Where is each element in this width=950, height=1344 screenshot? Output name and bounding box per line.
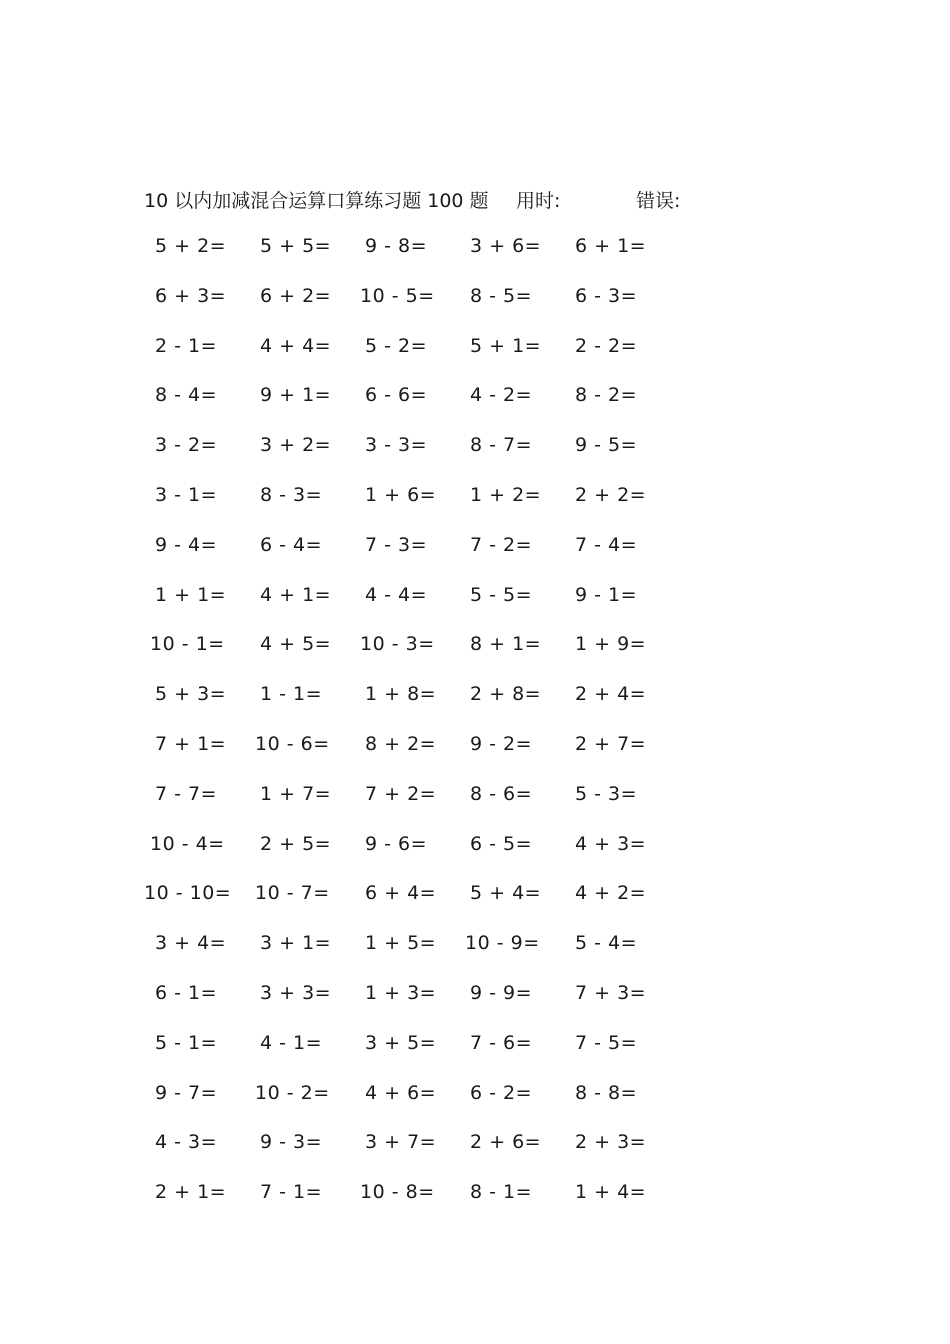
problem-cell: 3 - 3=	[365, 434, 428, 457]
problem-cell: 2 + 1=	[155, 1181, 227, 1204]
problem-cell: 6 - 3=	[575, 284, 638, 307]
problem-cell: 8 - 4=	[155, 384, 218, 407]
problem-row	[140, 1131, 700, 1181]
problem-row	[140, 534, 700, 584]
problem-cell: 8 - 5=	[470, 284, 533, 307]
problem-row	[140, 384, 700, 434]
problem-cell: 1 + 8=	[365, 683, 437, 706]
problem-cell: 1 + 2=	[470, 483, 542, 506]
problem-cell: 5 + 2=	[155, 235, 227, 257]
problem-cell: 8 - 2=	[575, 384, 638, 407]
problem-cell: 6 + 3=	[155, 284, 227, 307]
problem-cell: 4 + 6=	[365, 1081, 437, 1104]
problem-grid	[140, 235, 700, 1231]
problem-row	[140, 783, 700, 833]
worksheet-title: 10 以内加减混合运算口算练习题 100 题	[144, 190, 489, 212]
problem-cell: 7 - 5=	[575, 1031, 638, 1054]
problem-cell: 10 - 7=	[255, 882, 330, 905]
problem-cell: 6 - 6=	[365, 384, 428, 407]
problem-row	[140, 882, 700, 932]
time-label: 用时:	[516, 190, 561, 212]
problem-cell: 3 - 1=	[155, 483, 218, 506]
errors-label: 错误:	[636, 190, 681, 212]
problem-cell: 8 + 2=	[365, 732, 437, 755]
problem-cell: 2 + 5=	[260, 832, 332, 855]
problem-cell: 1 + 9=	[575, 633, 647, 656]
problem-cell: 8 - 6=	[470, 782, 533, 805]
problem-cell: 10 - 3=	[360, 633, 435, 656]
problem-row	[140, 982, 700, 1032]
problem-cell: 5 + 1=	[470, 334, 542, 357]
problem-cell: 9 - 7=	[155, 1081, 218, 1104]
problem-cell: 4 + 1=	[260, 583, 332, 606]
problem-cell: 1 + 3=	[365, 981, 437, 1004]
problem-cell: 10 - 8=	[360, 1181, 435, 1204]
problem-cell: 7 + 2=	[365, 782, 437, 805]
problem-cell: 4 + 3=	[575, 832, 647, 855]
problem-cell: 6 + 2=	[260, 284, 332, 307]
problem-row	[140, 1181, 700, 1231]
problem-row	[140, 932, 700, 982]
problem-cell: 7 - 4=	[575, 533, 638, 556]
problem-cell: 9 - 1=	[575, 583, 638, 606]
problem-cell: 5 + 4=	[470, 882, 542, 905]
problem-cell: 2 + 6=	[470, 1131, 542, 1154]
problem-cell: 9 - 8=	[365, 235, 428, 257]
problem-cell: 6 + 1=	[575, 235, 647, 257]
problem-cell: 7 + 3=	[575, 981, 647, 1004]
problem-cell: 10 - 6=	[255, 732, 330, 755]
problem-row	[140, 733, 700, 783]
problem-cell: 1 + 5=	[365, 932, 437, 955]
problem-cell: 1 + 6=	[365, 483, 437, 506]
problem-row	[140, 1032, 700, 1082]
problem-cell: 3 + 7=	[365, 1131, 437, 1154]
problem-cell: 10 - 4=	[150, 832, 225, 855]
problem-row	[140, 633, 700, 683]
problem-cell: 2 + 2=	[575, 483, 647, 506]
problem-cell: 6 - 5=	[470, 832, 533, 855]
problem-cell: 3 + 6=	[470, 235, 542, 257]
problem-row	[140, 285, 700, 335]
problem-cell: 5 + 5=	[260, 235, 332, 257]
problem-cell: 9 - 3=	[260, 1131, 323, 1154]
problem-cell: 2 + 3=	[575, 1131, 647, 1154]
problem-cell: 5 - 3=	[575, 782, 638, 805]
problem-cell: 10 - 10=	[144, 882, 232, 905]
problem-cell: 5 - 1=	[155, 1031, 218, 1054]
problem-cell: 3 + 2=	[260, 434, 332, 457]
problem-cell: 10 - 9=	[465, 932, 540, 955]
problem-cell: 10 - 1=	[150, 633, 225, 656]
problem-cell: 4 + 5=	[260, 633, 332, 656]
problem-cell: 2 + 8=	[470, 683, 542, 706]
problem-cell: 3 + 3=	[260, 981, 332, 1004]
problem-cell: 4 - 4=	[365, 583, 428, 606]
problem-cell: 9 - 5=	[575, 434, 638, 457]
problem-cell: 10 - 2=	[255, 1081, 330, 1104]
problem-cell: 5 - 5=	[470, 583, 533, 606]
problem-cell: 4 - 3=	[155, 1131, 218, 1154]
problem-cell: 1 + 7=	[260, 782, 332, 805]
problem-cell: 4 + 2=	[575, 882, 647, 905]
problem-row	[140, 484, 700, 534]
problem-cell: 1 + 4=	[575, 1181, 647, 1204]
problem-cell: 9 - 9=	[470, 981, 533, 1004]
problem-cell: 7 - 7=	[155, 782, 218, 805]
problem-cell: 3 + 4=	[155, 932, 227, 955]
problem-cell: 7 - 1=	[260, 1181, 323, 1204]
problem-cell: 8 - 1=	[470, 1181, 533, 1204]
problem-cell: 7 - 2=	[470, 533, 533, 556]
problem-cell: 8 - 3=	[260, 483, 323, 506]
problem-cell: 9 - 4=	[155, 533, 218, 556]
problem-cell: 2 + 4=	[575, 683, 647, 706]
problem-cell: 4 + 4=	[260, 334, 332, 357]
problem-row	[140, 683, 700, 733]
problem-cell: 9 - 6=	[365, 832, 428, 855]
problem-cell: 6 - 4=	[260, 533, 323, 556]
problem-cell: 2 - 1=	[155, 334, 218, 357]
problem-cell: 7 + 1=	[155, 732, 227, 755]
problem-row	[140, 235, 700, 285]
problem-cell: 6 - 1=	[155, 981, 218, 1004]
problem-cell: 7 - 3=	[365, 533, 428, 556]
problem-row	[140, 1082, 700, 1132]
problem-cell: 3 + 1=	[260, 932, 332, 955]
problem-row	[140, 335, 700, 385]
problem-cell: 5 - 2=	[365, 334, 428, 357]
problem-cell: 6 - 2=	[470, 1081, 533, 1104]
problem-cell: 8 - 8=	[575, 1081, 638, 1104]
problem-cell: 1 - 1=	[260, 683, 323, 706]
problem-cell: 8 + 1=	[470, 633, 542, 656]
problem-cell: 5 + 3=	[155, 683, 227, 706]
problem-row	[140, 434, 700, 484]
problem-row	[140, 584, 700, 634]
problem-cell: 3 + 5=	[365, 1031, 437, 1054]
problem-cell: 10 - 5=	[360, 284, 435, 307]
problem-cell: 2 - 2=	[575, 334, 638, 357]
problem-cell: 7 - 6=	[470, 1031, 533, 1054]
problem-cell: 9 - 2=	[470, 732, 533, 755]
problem-cell: 8 - 7=	[470, 434, 533, 457]
problem-cell: 2 + 7=	[575, 732, 647, 755]
problem-row	[140, 833, 700, 883]
problem-cell: 4 - 2=	[470, 384, 533, 407]
problem-cell: 9 + 1=	[260, 384, 332, 407]
problem-cell: 3 - 2=	[155, 434, 218, 457]
problem-cell: 5 - 4=	[575, 932, 638, 955]
problem-cell: 4 - 1=	[260, 1031, 323, 1054]
problem-cell: 1 + 1=	[155, 583, 227, 606]
problem-cell: 6 + 4=	[365, 882, 437, 905]
